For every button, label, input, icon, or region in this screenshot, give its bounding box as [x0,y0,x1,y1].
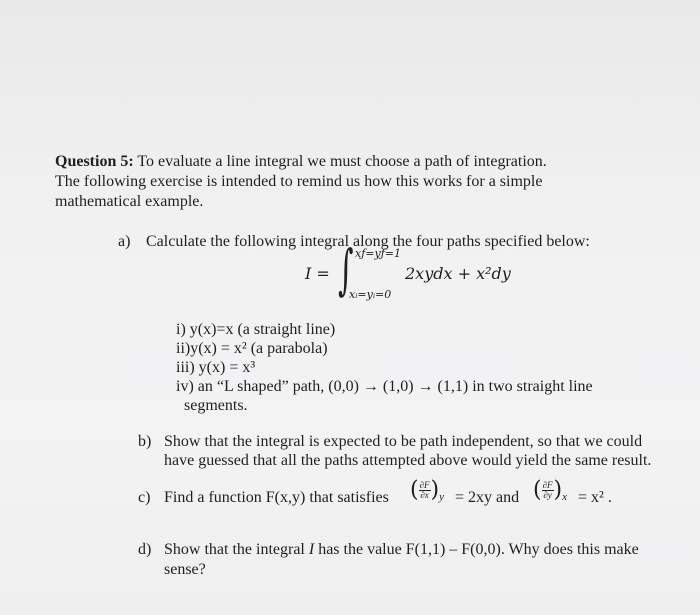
integral-sign-icon: ∫ [338,238,354,301]
part-d-line1 [164,540,639,560]
part-b-line2: have guessed that all the paths attempted above would yield the same result. [164,452,652,469]
part-d-var: I [308,541,315,558]
dfdx-sub: y [439,491,445,503]
question-intro-line3: mathematical example. [55,193,204,210]
path-ii: ii)y(x) = x² (a parabola) [176,340,328,357]
integrand: 2xydx + x²dy [405,264,511,283]
integral-lhs: I = [305,264,330,283]
part-c-text: Find a function F(x,y) that satisfies [164,489,389,506]
part-a-label: a) [118,233,131,250]
dfdy-sub: x [562,491,568,503]
partial-f-x: ( $\frac{\partial F}{\partial x}$ )$_y$ [410,477,445,503]
part-b-line1: Show that the integral is expected to be path independent, so that we could [164,433,643,450]
dfdy-den: ∂y [543,489,552,500]
part-c-eq2: = x² . [578,489,612,506]
part-b-label: b) [138,433,152,450]
question-intro-line1 [55,152,547,172]
integral-upper-limit: xƒ=yƒ=1 [355,247,401,260]
path-i: i) y(x)=x (a straight line) [176,321,336,338]
intro-text-1: To evaluate a line integral we must choose a path of integration. [137,153,547,170]
integral-lower-limit: xᵢ=yᵢ=0 [349,288,392,301]
path-iii: iii) y(x) = x³ [176,359,256,376]
part-d-line2: sense? [164,561,206,578]
path-iv-cont: segments. [184,397,248,414]
part-a-text: Calculate the following integral along the four paths specified below: [146,233,590,250]
dfdx-num: ∂F [419,479,430,490]
part-c-label: c) [138,489,151,506]
part-c-eq1: = 2xy and [455,489,520,506]
question-intro-line2: The following exercise is intended to remind us how this works for a simple [55,173,543,190]
part-d-post: has the value F(1,1) – F(0,0). Why does this make [318,541,639,558]
dfdy-num: ∂F [542,479,553,490]
path-iv: iv) an “L shaped” path, (0,0) → (1,0) → (1,1) in two straight line [176,378,593,395]
partial-f-y: ( $\frac{\partial F}{\partial y}$ )$_x$ [533,477,568,503]
question-label: Question 5: [55,153,134,170]
part-d-pre: Show that the integral [164,541,305,558]
dfdx-den: ∂x [420,489,429,500]
part-d-label: d) [138,541,152,558]
